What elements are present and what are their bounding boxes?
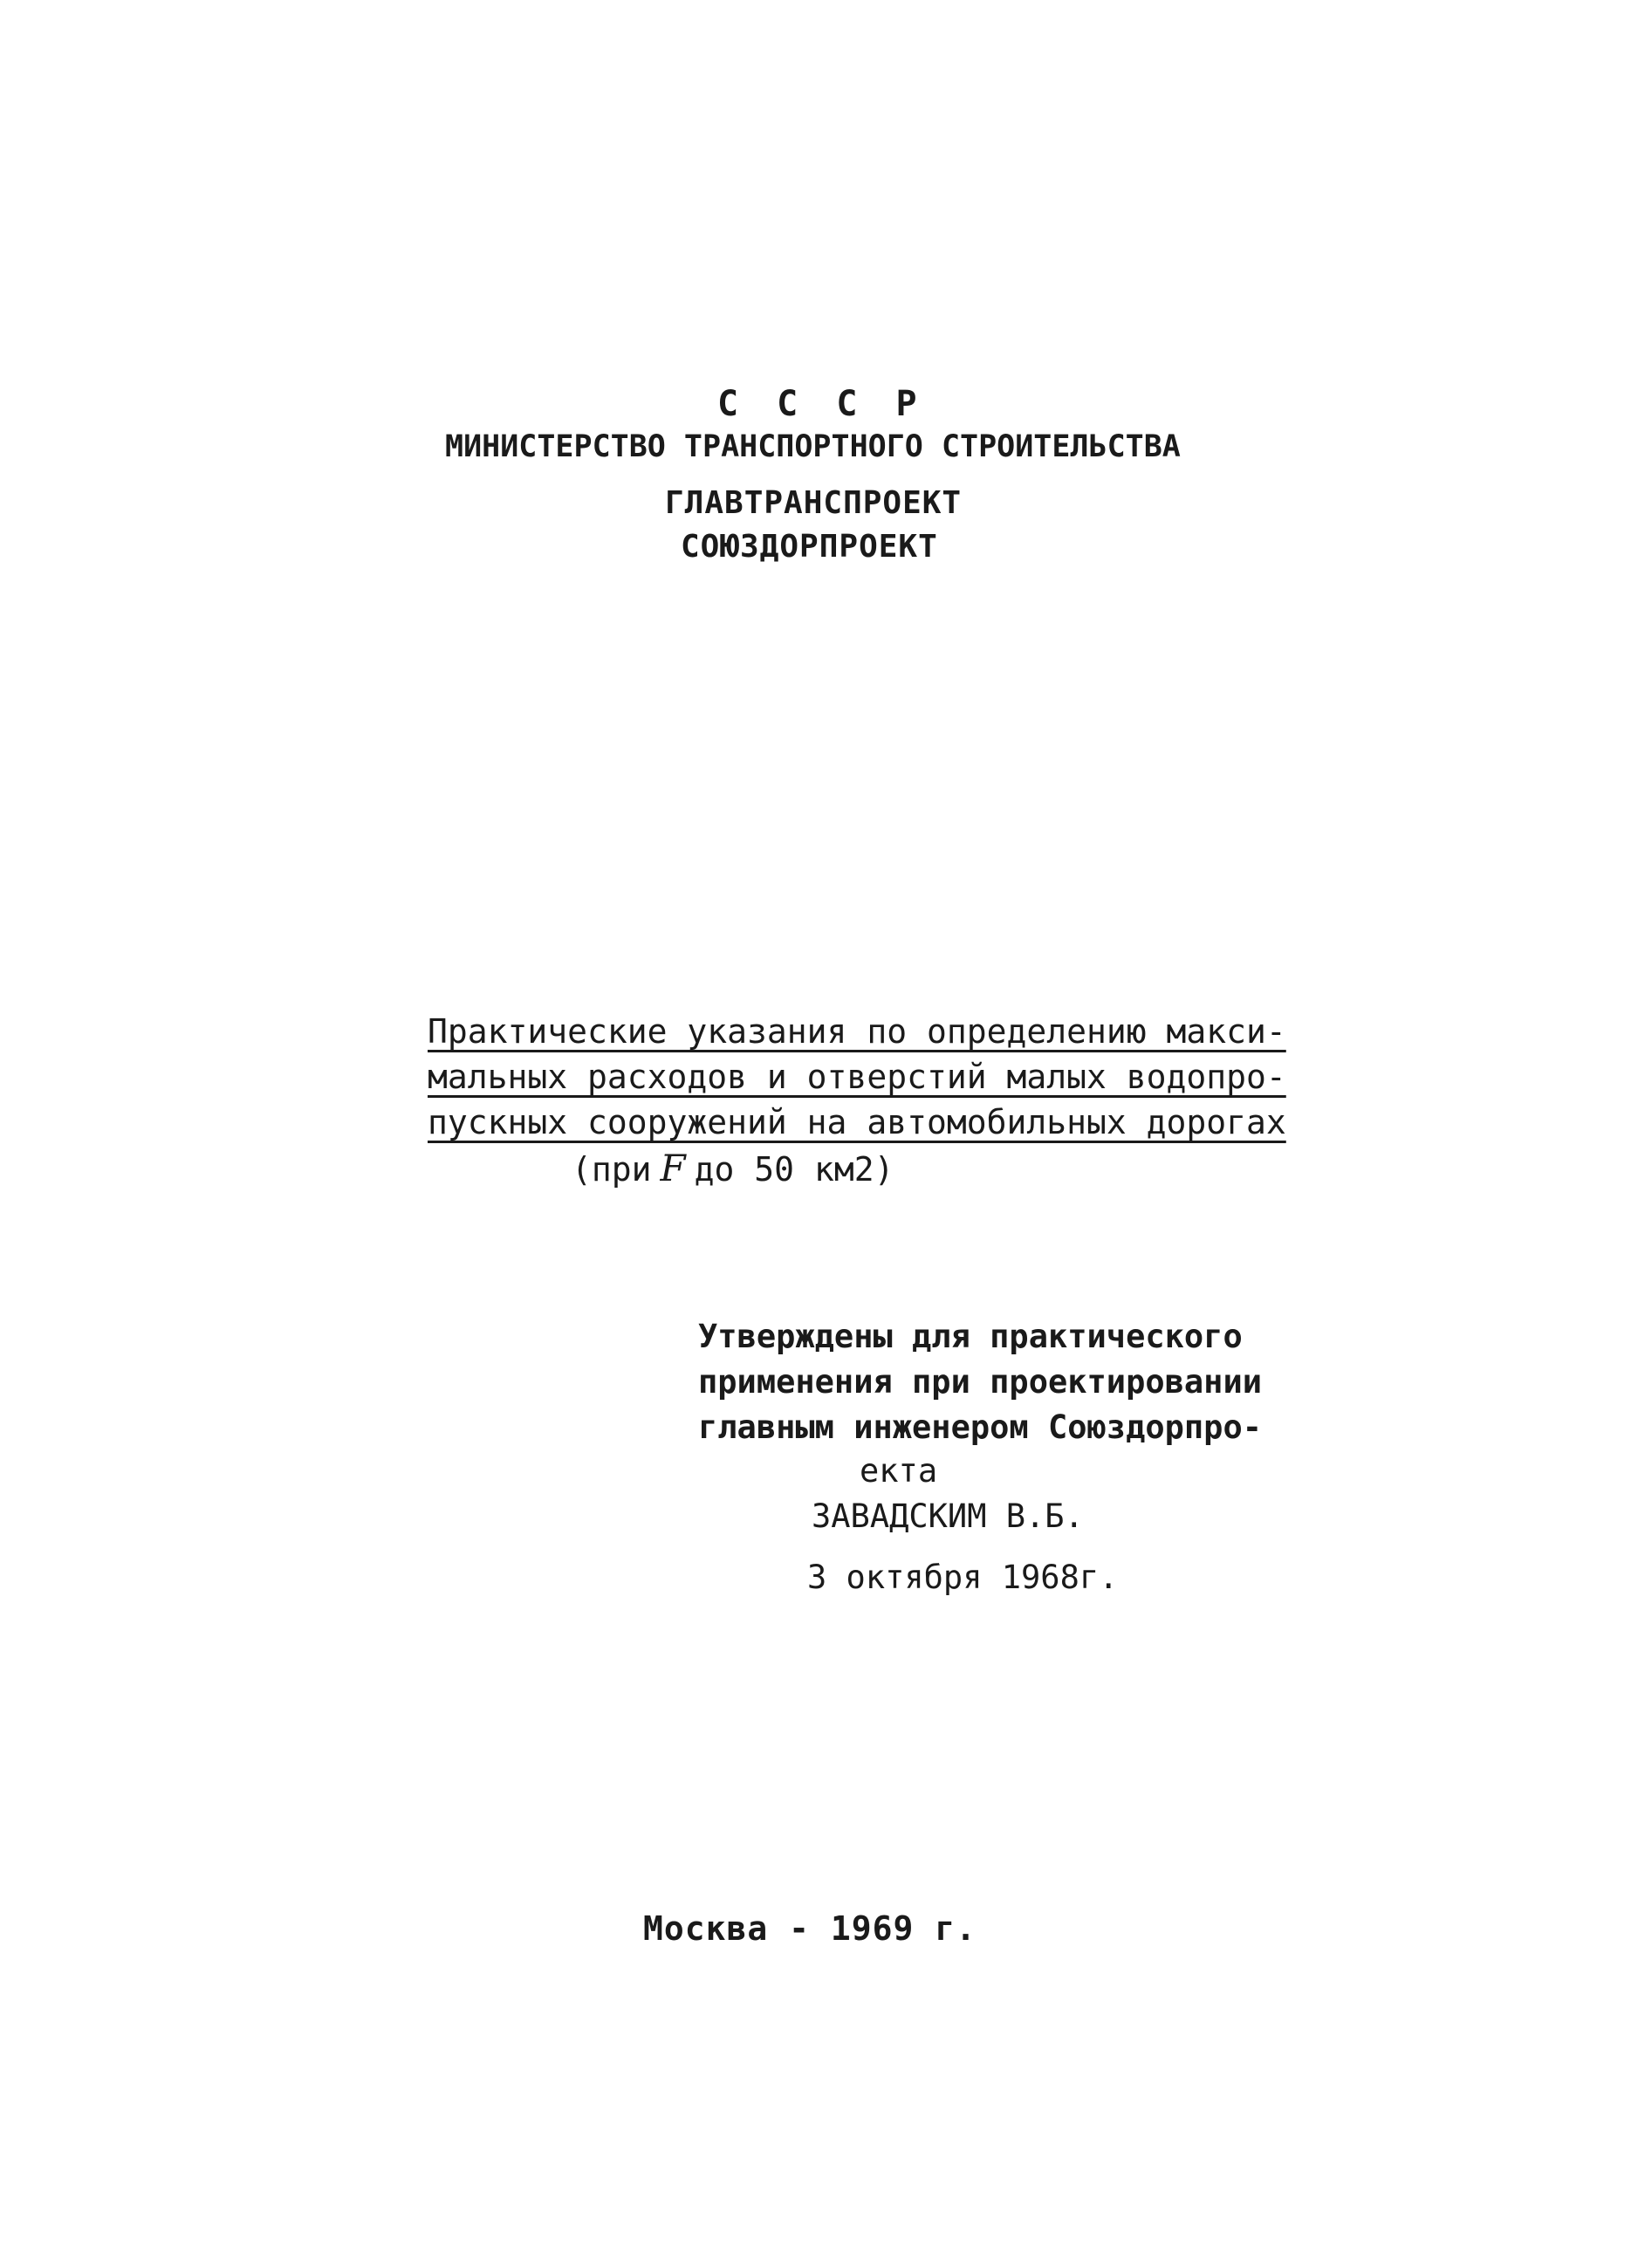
approval-line-1: Утверждены для практического	[698, 1318, 1243, 1355]
header-soyuzdorproekt: СОЮЗДОРПРОЕКТ	[681, 529, 938, 565]
approver-name: ЗАВАДСКИМ В.Б.	[812, 1497, 1084, 1535]
area-symbol: F	[660, 1147, 686, 1189]
title-condition-prefix: (при	[572, 1150, 652, 1189]
publication-place-year: Москва - 1969 г.	[643, 1909, 977, 1948]
approval-date: 3 октября 1968г.	[807, 1559, 1119, 1596]
header-ussr: С С С Р	[717, 384, 926, 424]
document-title-line-4	[572, 1147, 894, 1189]
approval-line-2: применения при проектировании	[698, 1363, 1263, 1401]
document-title-line-1: Практические указания по определению макси-	[428, 1012, 1286, 1051]
approval-line-3: главным инженером Союздорпро-	[698, 1408, 1263, 1446]
document-title-line-3: пускных сооружений на автомобильных дорогах	[428, 1103, 1286, 1141]
header-ministry: МИНИСТЕРСТВО ТРАНСПОРТНОГО СТРОИТЕЛЬСТВА	[445, 429, 1181, 464]
document-title-line-2: мальных расходов и отверстий малых водопро-	[428, 1058, 1286, 1096]
title-condition-suffix: до 50 км2)	[694, 1150, 894, 1189]
header-glavtransproekt: ГЛАВТРАНСПРОЕКТ	[665, 485, 963, 521]
approval-line-4: екта	[860, 1452, 938, 1490]
